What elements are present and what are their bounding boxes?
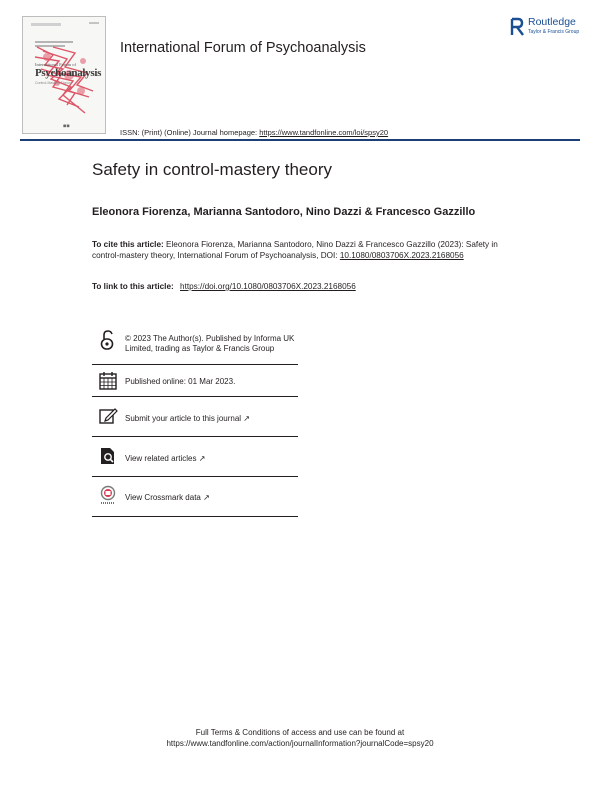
crossmark-label: View Crossmark data (125, 493, 201, 502)
edit-icon (98, 406, 118, 426)
footer-terms-link[interactable]: https://www.tandfonline.com/action/journalInformation?journalCode=spsy20 (166, 739, 434, 748)
crossmark-icon (98, 485, 118, 505)
published-date: Published online: 01 Mar 2023. (125, 377, 236, 386)
related-articles-icon (98, 446, 118, 466)
publisher-name: Routledge (528, 16, 576, 28)
journal-homepage-link[interactable]: https://www.tandfonline.com/loi/spsy20 (259, 128, 389, 137)
crossmark-row[interactable] (92, 477, 298, 517)
open-lock-icon (98, 330, 118, 350)
article-link-row (92, 282, 356, 291)
related-articles-link[interactable] (125, 454, 205, 464)
related-articles-label: View related articles (125, 454, 197, 463)
publisher-subname: Taylor & Francis Group (528, 29, 580, 35)
external-link-icon: ↗ (203, 493, 210, 502)
crossmark-link[interactable] (125, 493, 210, 503)
citation-block (92, 239, 522, 261)
cover-publisher-logo: ◼◼ (63, 123, 70, 128)
cover-subtitle: Control-Mastery Theory (35, 81, 72, 85)
journal-cover-image (22, 16, 106, 134)
related-articles-row[interactable] (92, 437, 298, 477)
article-title: Safety in control-mastery theory (92, 160, 332, 179)
open-access-text: © 2023 The Author(s). Published by Informa UK Limited, trading as Taylor & Francis Group (125, 334, 295, 353)
citation-doi-link[interactable]: 10.1080/0803706X.2023.2168056 (339, 251, 464, 260)
external-link-icon: ↗ (198, 454, 206, 463)
citation-text: Eleonora Fiorenza, Marianna Santodoro, Nino Dazzi & Francesco Gazzillo (2023): Safety in control-mastery theory, International Forum of Psychoanalysis, DOI: (92, 240, 498, 260)
issn-line (120, 128, 388, 137)
calendar-icon (98, 371, 118, 391)
footer-terms (0, 727, 600, 749)
routledge-logo (510, 16, 590, 40)
journal-title: International Forum of Psychoanalysis (120, 40, 366, 56)
cover-small-title: International Forum of (35, 62, 76, 67)
issn-label: ISSN: (Print) (Online) Journal homepage: (120, 128, 258, 137)
article-authors: Eleonora Fiorenza, Marianna Santodoro, Nino Dazzi & Francesco Gazzillo (92, 206, 476, 218)
footer-line-1: Full Terms & Conditions of access and use can be found at (195, 728, 405, 737)
article-doi-url[interactable]: https://doi.org/10.1080/0803706X.2023.2168056 (180, 282, 356, 291)
article-link-label: To link to this article: (92, 282, 174, 291)
submit-article-row[interactable] (92, 397, 298, 437)
cover-title: Psychoanalysis (35, 67, 102, 79)
submit-article-label: Submit your article to this journal (125, 414, 242, 423)
routledge-r-icon (510, 17, 525, 37)
open-access-row (92, 326, 298, 365)
external-link-icon: ↗ (243, 414, 250, 423)
citation-label: To cite this article: (92, 240, 164, 249)
submit-article-link[interactable] (125, 414, 250, 424)
published-row (92, 365, 298, 397)
header-divider (20, 139, 580, 141)
article-info-list (92, 326, 298, 517)
